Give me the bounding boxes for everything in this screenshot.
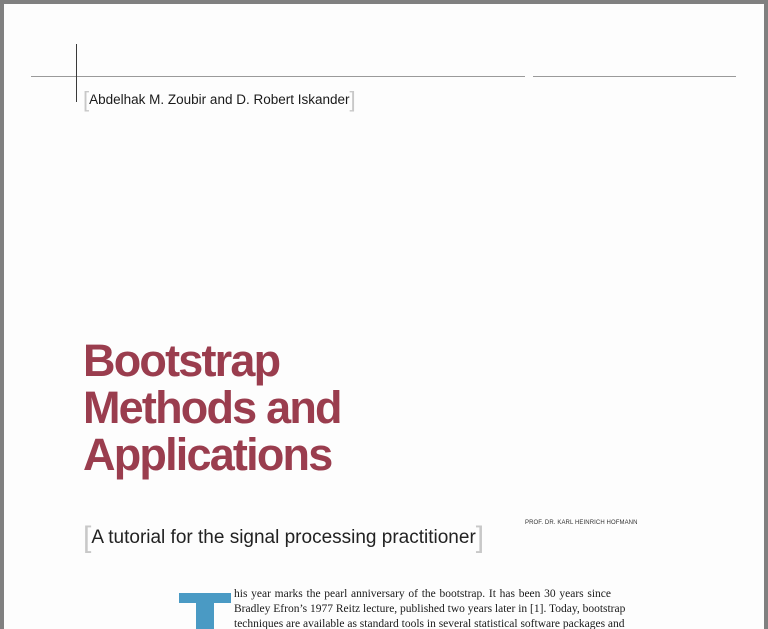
drop-cap-t <box>179 593 231 629</box>
open-bracket: [ <box>83 521 92 554</box>
document-page <box>4 4 764 629</box>
title-line-3: Applications <box>83 429 332 480</box>
body-line-2: Bradley Efron’s 1977 Reitz lecture, published two years later in [1]. Today, bootstrap <box>234 603 626 615</box>
photo-credit: PROF. DR. KARL HEINRICH HOFMANN <box>525 520 638 526</box>
body-line-3: techniques are available as standard tools in several statistical software packages and <box>234 618 625 629</box>
header-rule-right <box>533 76 736 77</box>
author-line <box>83 87 356 113</box>
close-bracket: ] <box>475 521 485 554</box>
open-bracket: [ <box>83 87 90 112</box>
header-rule-left <box>31 76 525 77</box>
title-line-1: Bootstrap <box>83 335 280 386</box>
article-title <box>83 337 341 478</box>
close-bracket: ] <box>349 87 356 112</box>
title-line-2: Methods and <box>83 382 341 433</box>
body-line-1: his year marks the pearl anniversary of the bootstrap. It has been 30 years since <box>234 588 611 600</box>
header-vertical-rule <box>76 44 77 102</box>
subtitle-text: A tutorial for the signal processing practitioner <box>91 527 476 548</box>
article-subtitle <box>83 521 484 555</box>
authors-text: Abdelhak M. Zoubir and D. Robert Iskander <box>89 92 350 107</box>
body-paragraph <box>234 587 626 629</box>
drop-cap-stem <box>196 593 214 629</box>
